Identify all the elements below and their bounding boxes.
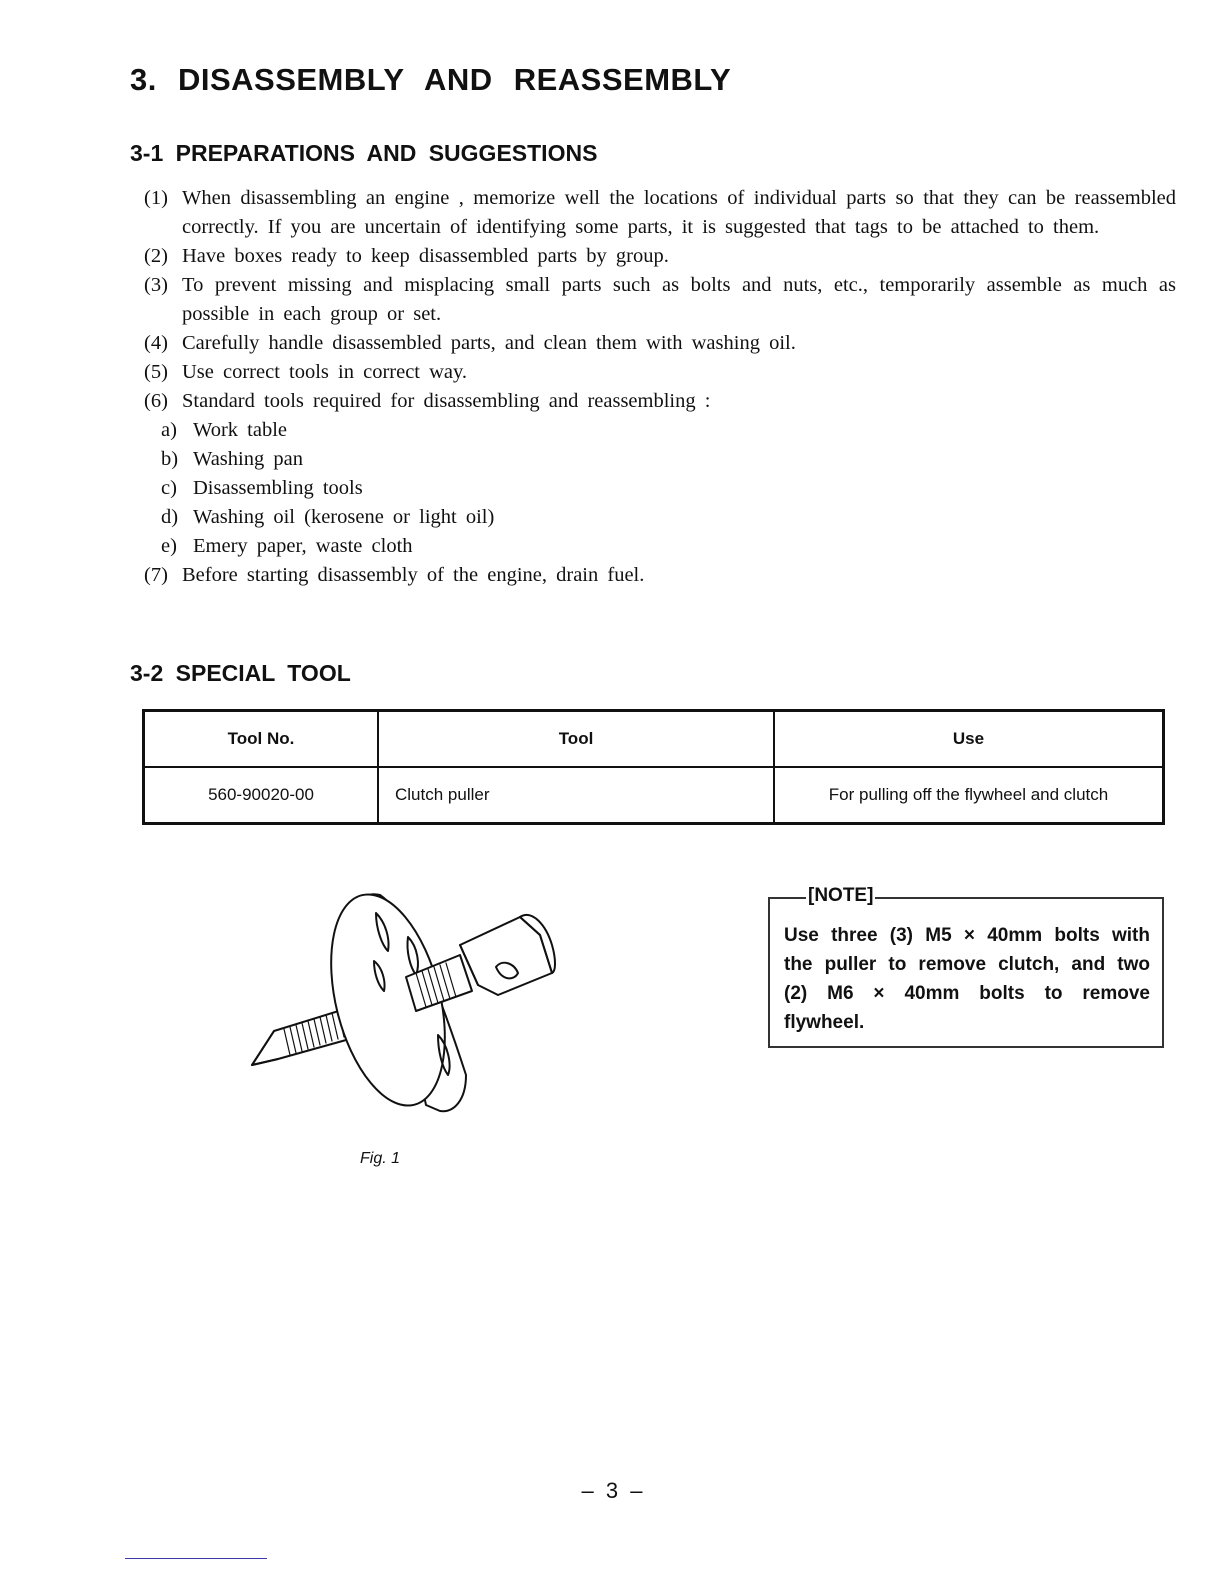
- cell-use: For pulling off the flywheel and clutch: [774, 767, 1164, 824]
- sub-list-item: [144, 416, 1176, 445]
- clutch-puller-illustration: [240, 885, 570, 1120]
- table-row: [144, 767, 1164, 824]
- item-text: When disassembling an engine , memorize well the locations of individual parts so that they can be reassembled correctly. If you are uncertain of identifying some parts, it is suggested that tags to be attached to them.: [182, 187, 1176, 238]
- item-number: (7): [144, 564, 168, 586]
- note-text: Use three (3) M5 × 40mm bolts with the puller to remove clutch, and two (2) M6 × 40mm bolts to remove flywheel.: [784, 925, 1150, 1033]
- header-use: Use: [774, 711, 1164, 768]
- item-text: To prevent missing and misplacing small parts such as bolts and nuts, etc., temporarily assemble as much as possible in each group or set.: [182, 274, 1176, 325]
- item-number: (1): [144, 187, 168, 209]
- list-item: [144, 387, 1176, 416]
- list-item: [144, 329, 1176, 358]
- item-text: Use correct tools in correct way.: [182, 361, 468, 383]
- item-number: (5): [144, 361, 168, 383]
- item-number: (4): [144, 332, 168, 354]
- note-label: [NOTE]: [808, 885, 874, 906]
- item-text: Carefully handle disassembled parts, and clean them with washing oil.: [182, 332, 796, 354]
- sub-item-text: Disassembling tools: [193, 477, 363, 499]
- sub-list-item: [144, 445, 1176, 474]
- list-item: [144, 561, 1176, 590]
- cell-tool-no: 560-90020-00: [144, 767, 379, 824]
- note-box: [768, 885, 1164, 1048]
- list-item: [144, 242, 1176, 271]
- sub-item-text: Washing oil (kerosene or light oil): [193, 506, 495, 528]
- table-header-row: [144, 711, 1164, 768]
- item-text: Standard tools required for disassembling and reassembling :: [182, 390, 711, 412]
- list-item: [144, 271, 1176, 329]
- sub-item-text: Emery paper, waste cloth: [193, 535, 413, 557]
- section-heading-preparations: 3-1 PREPARATIONS AND SUGGESTIONS: [130, 140, 598, 166]
- item-text: Have boxes ready to keep disassembled parts by group.: [182, 245, 669, 267]
- cell-tool: Clutch puller: [378, 767, 774, 824]
- sub-item-letter: d): [161, 506, 179, 528]
- section-heading-special-tool: 3-2 SPECIAL TOOL: [130, 660, 351, 686]
- sub-list-item: [144, 532, 1176, 561]
- sub-list-item: [144, 503, 1176, 532]
- special-tool-table: [142, 709, 1165, 825]
- header-tool: Tool: [378, 711, 774, 768]
- sub-item-text: Washing pan: [193, 448, 303, 470]
- item-number: (2): [144, 245, 168, 267]
- footer-rule: [125, 1558, 267, 1559]
- page-number: – 3 –: [581, 1478, 643, 1503]
- item-number: (3): [144, 274, 168, 296]
- list-item: [144, 358, 1176, 387]
- sub-item-text: Work table: [193, 419, 287, 441]
- sub-item-letter: b): [161, 448, 179, 470]
- sub-item-letter: c): [161, 477, 177, 499]
- item-text: Before starting disassembly of the engine, drain fuel.: [182, 564, 645, 586]
- page-title: 3. DISASSEMBLY AND REASSEMBLY: [130, 62, 732, 97]
- list-item: [144, 184, 1176, 242]
- figure-caption: Fig. 1: [360, 1150, 401, 1167]
- sub-item-letter: a): [161, 419, 177, 441]
- header-tool-no: Tool No.: [144, 711, 379, 768]
- item-number: (6): [144, 390, 168, 412]
- sub-list-item: [144, 474, 1176, 503]
- preparations-list: [144, 184, 1176, 590]
- sub-item-letter: e): [161, 535, 177, 557]
